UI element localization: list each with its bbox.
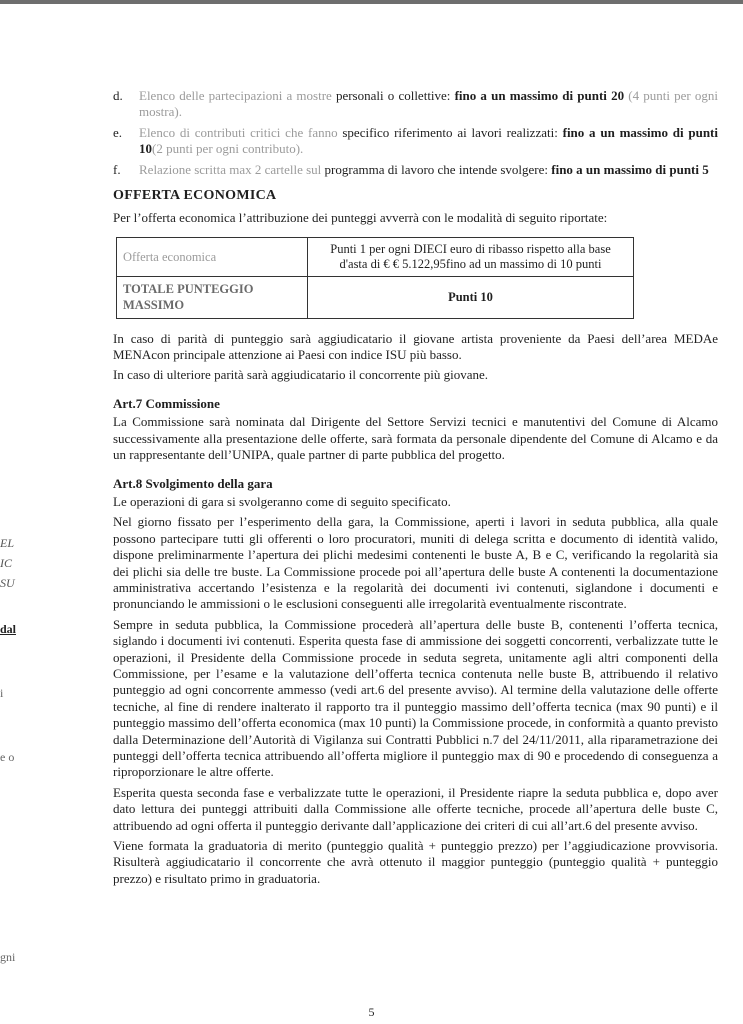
edge-fragment: i (0, 686, 4, 700)
criterion-text: personali o collettive: (331, 88, 455, 103)
edge-fragment: IC (0, 556, 12, 570)
parity-paragraph: In caso di parità di punteggio sarà aggiudicatario il giovane artista proveniente da Paesi dell’area MEDAe MENAcon principale attenzione ai Paesi con indice ISU più basso. (113, 330, 718, 363)
criterion-d (113, 88, 718, 121)
top-edge-line (0, 0, 743, 4)
criterion-marker: f. (113, 161, 121, 177)
criterion-text: programma di lavoro che intende svolgere: (321, 161, 552, 177)
table-cell-value (308, 237, 634, 276)
edge-fragment: gni (0, 950, 16, 964)
table-cell-label: TOTALE PUNTEGGIO MASSIMO (117, 276, 308, 318)
offerta-economica-heading: OFFERTA ECONOMICA (113, 188, 277, 204)
criterion-marker: e. (113, 124, 123, 140)
criterion-faded-text: Elenco di contributi critici che fanno (139, 124, 338, 140)
edge-fragment: EL (0, 536, 15, 550)
further-parity-paragraph: In caso di ulteriore parità sarà aggiudicatario il concorrente più giovane. (113, 367, 489, 383)
article-8-paragraph: Nel giorno fissato per l’esperimento della gara, la Commissione, aperti i lavori in seduta pubblica, alla quale possono partecipare tutti gli offerenti o loro procuratori, muniti di delega scritta e documento di identità valido, dispone preliminarmente l’apertura dei plichi medesimi contenenti le buste A, B e C, verificando la regolarità sia dei plichi sia delle tre buste. La Commissione procede poi all’apertura delle buste A contenenti la documentazione amministrativa accertando l’esistenza e la regolarità dei documenti ivi contenuti, siglandone i documenti e pronunciando le ammissioni o le esclusioni conseguenti alle irregolarità eventualmente riscontrate. (113, 514, 718, 612)
article-7-title: Art.7 Commissione (113, 395, 220, 411)
edge-fragment: SU (0, 576, 15, 590)
article-8-paragraph: Viene formata la graduatoria di merito (punteggio qualità + punteggio prezzo) per l’aggiudicazione provvisoria. Risulterà aggiudicatario il concorrente che avrà ottenuto il maggior punteggio (punteggio qualità + punteggio prezzo) e risultato primo in graduatoria. (113, 838, 718, 886)
document-page (113, 88, 718, 891)
edge-fragment: e o (0, 750, 15, 764)
criterion-faded-text: Relazione scritta max 2 cartelle sul (139, 161, 322, 177)
table-cell-value: Punti 10 (308, 276, 634, 318)
article-8-paragraph: Le operazioni di gara si svolgeranno come di seguito specificato. (113, 493, 451, 509)
edge-fragment: dal (0, 622, 17, 636)
table-cell-label: Offerta economica (117, 237, 308, 276)
table-value-line: Punti 1 per ogni DIECI euro di ribasso rispetto alla base (330, 241, 611, 256)
criterion-text: specifico riferimento ai lavori realizzati: (337, 124, 563, 140)
article-8-paragraph: Sempre in seduta pubblica, la Commissione procederà all’apertura delle buste B, contenenti l’offerta tecnica, siglando i documenti ivi contenuti. Esperita questa fase di ammissione dei soggetti concorrenti, verbalizzate tutte le operazioni, il Presidente della Commissione procede in seduta segreta, unitamente agli altri componenti della Commissione, per l’esame e la valutazione dell’offerta tecnica contenuta nelle buste B, attribuendo il relativo punteggio ad ogni concorrente ammesso (vedi art.6 del presente avviso). Al termine della valutazione delle offerte tecniche, al fine di rendere inalterato il rapporto tra il punteggio massimo dell’offerta tecnica (max 90 punti) e il punteggio massimo dell’offerta economica (max 10 punti) la Commissione procede, in conformità a quanto previsto dalla Determinazione dell’Autorità di Vigilanza sui Contratti Pubblici n.7 del 24/11/2011, alla riparametrazione dei punteggi dell’offerta tecnica attribuendo all’offerta migliore il punteggio max di 90 e procedendo di conseguenza a riproporzionare le altre offerte. (113, 616, 718, 780)
criterion-faded-text: Elenco delle partecipazioni a mostre (139, 88, 332, 103)
page-number: 5 (368, 1005, 375, 1019)
table-row (117, 276, 634, 318)
criterion-tail: (4 punti per ogni mostra). (139, 88, 718, 120)
criterion-max-points: fino a un massimo di punti 5 (551, 161, 709, 177)
criterion-marker: d. (113, 88, 123, 103)
criterion-tail: (2 punti per ogni contributo). (152, 141, 304, 157)
article-7-text: La Commissione sarà nominata dal Dirigente del Settore Servizi tecnici e manutentivi del Comune di Alcamo successivamente alla presentazione delle offerte, sarà formata da personale dipendente del Comune di Alcamo e da un rappresentante dell’UNIPA, quale partner di parte pubblica del progetto. (113, 414, 718, 463)
table-row (117, 237, 634, 276)
criterion-f (113, 162, 718, 178)
criterion-max-points: fino a un massimo di punti 10 (139, 124, 718, 157)
offerta-intro: Per l’offerta economica l’attribuzione dei punteggi avverrà con le modalità di seguito riportate: (113, 210, 608, 226)
criterion-max-points: fino a un massimo di punti 20 (454, 88, 625, 103)
criterion-e (113, 125, 718, 158)
table-value-line: d'asta di € € 5.122,95fino ad un massimo di 10 punti (339, 256, 602, 271)
article-8-title: Art.8 Svolgimento della gara (113, 475, 273, 491)
article-8-paragraph: Esperita questa seconda fase e verbalizzate tutte le operazioni, il Presidente riapre la seduta pubblica e, dopo aver dato lettura dei punteggi attribuiti dalla Commissione alle offerte tecniche, procede all’apertura delle buste C, attribuendo ad ogni offerta il punteggio derivante dall’applicazione dei criteri di cui all’art.6 del presente avviso. (113, 784, 718, 833)
score-table (116, 237, 634, 319)
